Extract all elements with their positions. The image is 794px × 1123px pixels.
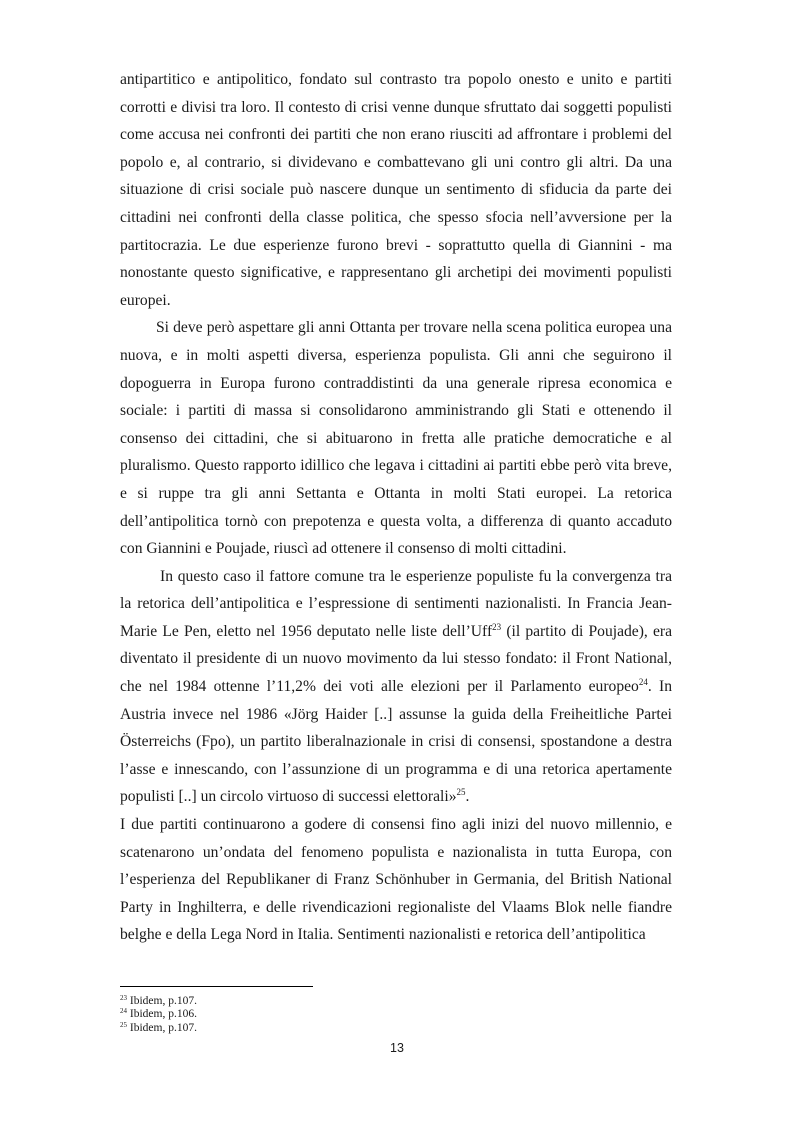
footnote-number: 25 — [120, 1020, 127, 1029]
paragraph-3-part-2: (il partito di Poujade), era diventato il presidente di un nuovo movimento da lui stesso fondato: il Front National, che nel 1984 ottenne l’11,2% dei voti alle elezioni per il Parlamento europeo — [120, 622, 672, 696]
footnote-item — [120, 1022, 520, 1035]
footnote-separator — [120, 986, 313, 987]
footnote-item — [120, 1008, 520, 1021]
paragraph-3-part-4: . — [465, 788, 470, 806]
paragraph-1: antipartitico e antipolitico, fondato sul contrasto tra popolo onesto e unito e partiti corrotti e divisi tra loro. Il contesto di crisi venne dunque sfruttato dai soggetti populisti come accusa nei confronti dei partiti che non erano riusciti ad affrontare i problemi del popolo e, al contrario, si dividevano e combattevano gli uni contro gli altri. Da una situazione di crisi sociale può nascere dunque un sentimento di sfiducia da parte dei cittadini nei confronti della classe politica, che spesso sfocia nell’avversione per la partitocrazia. Le due esperienze furono brevi - soprattutto quella di Giannini - ma nonostante questo significative, e rappresentano gli archetipi dei movimenti populisti europei. — [120, 71, 672, 309]
footnote-number: 24 — [120, 1007, 127, 1016]
paragraph-4: I due partiti continuarono a godere di consensi fino agli inizi del nuovo millennio, e scatenarono un’ondata del fenomeno populista e nazionalista in tutta Europa, con l’esperienza del Republikaner di Franz Schönhuber in Germania, del British National Party in Inghilterra, e delle rivendicazioni regionaliste del Vlaams Blok nelle fiandre belghe e della Lega Nord in Italia. Sentimenti nazionalisti e retorica dell’antipolitica — [120, 816, 672, 944]
footnote-number: 23 — [120, 994, 127, 1002]
footnotes — [120, 995, 520, 1035]
body-text — [120, 66, 672, 949]
paragraph-3-part-3: . In Austria invece nel 1986 «Jörg Haider [..] assunse la guida della Freiheitliche Partei Österreichs (Fpo), un partito liberalnazionale in crisi di consensi, spostandone a destra l’asse e innescando, con l’assunzione di un programma e di una retorica apertamente populisti [..] un circolo virtuoso di successi elettorali» — [120, 678, 672, 806]
footnote-text: Ibidem, p.106. — [127, 1008, 197, 1021]
footnote-item — [120, 995, 520, 1008]
paragraph-3 — [120, 563, 672, 811]
page-number: 13 — [390, 1041, 404, 1055]
footnote-ref-24[interactable]: 24 — [638, 677, 648, 688]
footnote-ref-23[interactable]: 23 — [492, 621, 502, 632]
paragraph-3-part-1: In questo caso il fattore comune tra le esperienze populiste fu la convergenza tra la retorica dell’antipolitica e l’espressione di sentimenti nazionalisti. In Francia Jean-Marie Le Pen, eletto nel 1956 deputato nelle liste dell’Uff — [120, 567, 672, 640]
footnote-ref-25[interactable]: 25 — [456, 787, 466, 798]
footnote-text: Ibidem, p.107. — [127, 995, 197, 1007]
paragraph-2: Si deve però aspettare gli anni Ottanta per trovare nella scena politica europea una nuova, e in molti aspetti diversa, esperienza populista. Gli anni che seguirono il dopoguerra in Europa furono contraddistinti da una generale ripresa economica e sociale: i partiti di massa si consolidarono amministrando gli Stati e ottenendo il consenso dei cittadini, che si abituarono in fretta alle pratiche democratiche e al pluralismo. Questo rapporto idillico che legava i cittadini ai partiti ebbe però vita breve, e si ruppe tra gli anni Settanta e Ottanta in molti Stati europei. La retorica dell’antipolitica tornò con prepotenza e questa volta, a differenza di quanto accaduto con Giannini e Poujade, riuscì ad ottenere il consenso di molti cittadini. — [120, 319, 672, 558]
footnote-text: Ibidem, p.107. — [127, 1021, 197, 1034]
